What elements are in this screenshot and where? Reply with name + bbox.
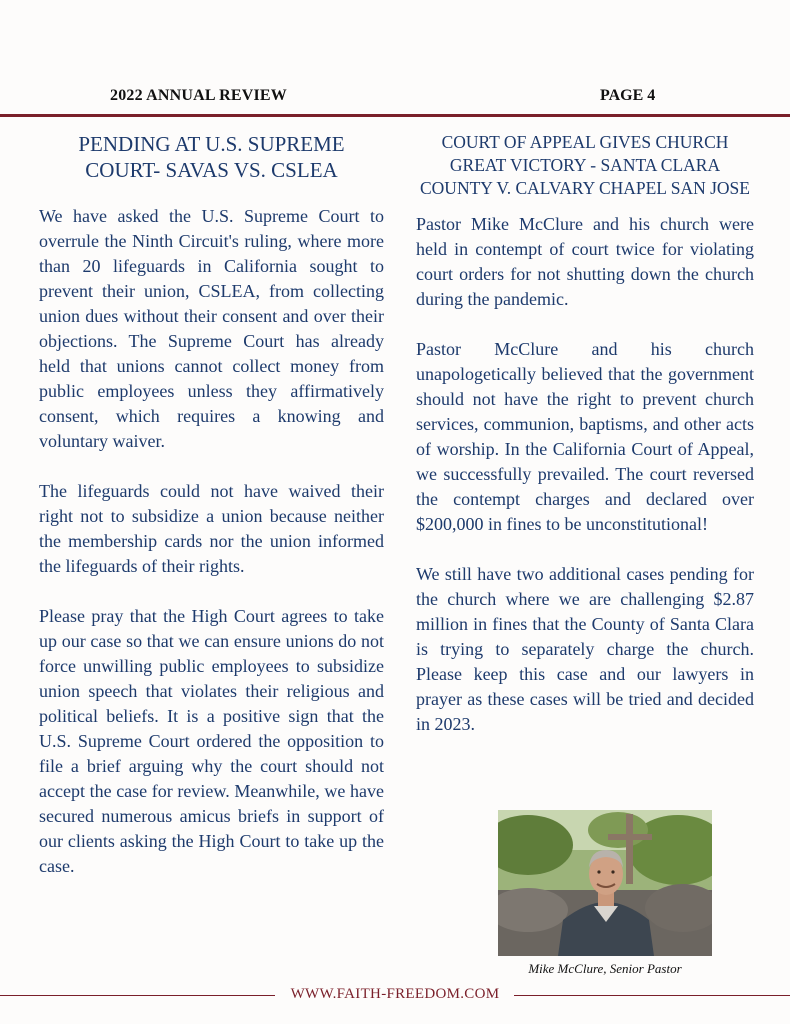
photo-caption: Mike McClure, Senior Pastor [528,961,682,976]
header-title: 2022 ANNUAL REVIEW [110,87,287,104]
left-paragraph-2: The lifeguards could not have waived their right not to subsidize a union because neither the membership cards nor the union informed the lifeguards of their rights. [39,481,384,576]
left-paragraph-1: We have asked the U.S. Supreme Court to overrule the Ninth Circuit's ruling, where more than 20 lifeguards in California sought to prevent their union, CSLEA, from collecting union dues without their consent and over their objections. The Supreme Court has already held that unions cannot collect money from public employees unless they affirmatively consent, which requires a knowing and voluntary waiver. [39,206,384,451]
right-paragraph-1: Pastor Mike McClure and his church were held in contempt of court twice for violating court orders for not shutting down the church during the pandemic. [416,214,754,309]
right-paragraph-3: We still have two additional cases pending for the church where we are challenging $2.87 million in fines that the County of Santa Clara is trying to separately charge the church. Please keep this case and our lawyers in prayer as these cases will be tried and decided in 2023. [416,564,754,734]
footer-divider-right [514,995,790,996]
right-article-title: COURT OF APPEAL GIVES CHURCH GREAT VICTORY - SANTA CLARA COUNTY V. CALVARY CHAPEL SAN JOSE [420,132,750,198]
left-paragraph-3: Please pray that the High Court agrees to take up our case so that we can ensure unions do not force unwilling public employees to subsidize union speech that violates their religious and political beliefs. It is a positive sign that the U.S. Supreme Court ordered the opposition to file a brief arguing why the court should not accept the case for review. Meanwhile, we have secured numerous amicus briefs in support of our clients asking the High Court to take up the case. [39,606,384,876]
left-article-title: PENDING AT U.S. SUPREME COURT- SAVAS VS. CSLEA [78,132,345,182]
footer-url[interactable]: WWW.FAITH-FREEDOM.COM [290,986,500,1002]
page-number: PAGE 4 [600,87,656,104]
pastor-photo [498,810,712,956]
left-column [39,131,384,904]
right-paragraph-2: Pastor McClure and his church unapologetically believed that the government should not have the right to prevent church services, communion, baptisms, and other acts of worship. In the California Court of Appeal, we successfully prevailed. The court reversed the contempt charges and declared over $200,000 in fines to be unconstitutional! [416,339,754,534]
footer-divider-left [0,995,275,996]
right-column [416,131,754,762]
header-divider [0,114,790,117]
